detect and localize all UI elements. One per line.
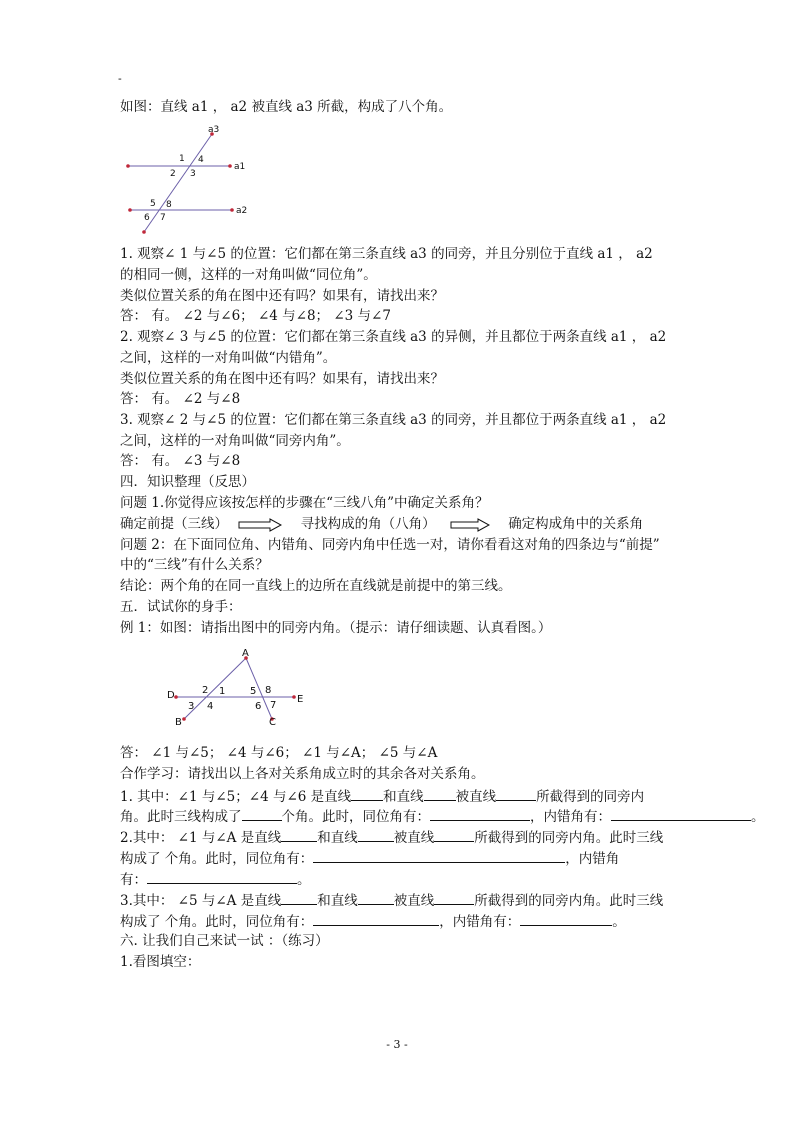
item3-line1 xyxy=(120,890,663,910)
header-mark: - xyxy=(118,72,122,85)
angle-4-label: 4 xyxy=(198,155,204,165)
point-d-label: D xyxy=(167,690,175,701)
item2-line3 xyxy=(120,869,311,889)
label-a1: a1 xyxy=(234,162,246,172)
label-a2: a2 xyxy=(236,206,248,216)
angle-8-label: 8 xyxy=(166,200,172,210)
label-a3: a3 xyxy=(208,125,220,135)
angle-5-label: 5 xyxy=(150,199,156,209)
angle-6-label: 6 xyxy=(144,213,150,223)
s5-title: 五．试试你的身手： xyxy=(120,599,242,615)
step-1-text: 确定前提（三线） xyxy=(120,516,228,532)
angle-7-label: 7 xyxy=(160,213,166,223)
s2-line2: 之间，这样的一对角叫做“内错角”。 xyxy=(120,350,337,366)
right-arrow-icon xyxy=(450,518,490,532)
item2-text-f: ，内错角 xyxy=(565,851,620,867)
s1-line2: 的相同一侧，这样的一对角叫做“同位角”。 xyxy=(120,267,377,283)
figure-triangle xyxy=(162,646,322,728)
item1-text-e: 角。此时三线构成了 xyxy=(120,809,242,825)
point-c-label: C xyxy=(269,717,276,728)
blank-field[interactable] xyxy=(358,890,394,905)
s4-title: 四．知识整理（反思） xyxy=(120,474,255,490)
item2-line1 xyxy=(120,827,663,847)
blank-field[interactable] xyxy=(358,827,394,842)
s3-answer: 答： 有。 ∠3 与∠8 xyxy=(120,453,241,469)
blank-field[interactable] xyxy=(351,786,383,801)
s3-line1: 3. 观察∠ 2 与∠5 的位置：它们都在第三条直线 a3 的同旁，并且都位于两条直线 a1 ， a2 xyxy=(120,412,667,428)
page-number: - 3 - xyxy=(386,1038,408,1051)
right-arrow-icon xyxy=(238,518,282,532)
angle-7-label: 7 xyxy=(270,700,277,711)
blank-field[interactable] xyxy=(147,869,297,884)
s4-steps xyxy=(120,515,643,533)
figure-parallel-lines xyxy=(118,122,258,238)
item1-text-a: 1. 其中：∠1 与∠5；∠4 与∠6 是直线 xyxy=(120,789,352,805)
intro-text: 如图：直线 a1 ， a2 被直线 a3 所截，构成了八个角。 xyxy=(120,99,453,115)
s4-question1: 问题 1.你觉得应该按怎样的步骤在“三线八角”中确定关系角？ xyxy=(120,495,489,511)
s5-answer: 答： ∠1 与∠5； ∠4 与∠6； ∠1 与∠A； ∠5 与∠A xyxy=(120,745,438,761)
item1-text-g: ，内错角有： xyxy=(530,809,611,825)
angle-3-label: 3 xyxy=(190,169,196,179)
step-3-text: 确定构成角中的关系角 xyxy=(508,516,644,532)
blank-field[interactable] xyxy=(434,827,474,842)
blank-field[interactable] xyxy=(434,890,474,905)
s2-question: 类似位置关系的角在图中还有吗？如果有，请找出来？ xyxy=(120,371,444,387)
s5-cooperation: 合作学习：请找出以上各对关系角成立时的其余各对关系角。 xyxy=(120,766,485,782)
s1-line1: 1. 观察∠ 1 与∠5 的位置：它们都在第三条直线 a3 的同旁，并且分别位于直线 a1 ， a2 xyxy=(120,246,653,262)
point-a-label: A xyxy=(242,648,249,659)
item2-text-a: 2.其中： ∠1 与∠A 是直线 xyxy=(120,830,282,846)
item1-text-b: 和直线 xyxy=(383,789,424,805)
blank-field[interactable] xyxy=(313,911,439,926)
point-e-label: E xyxy=(297,694,304,705)
s4-conclusion: 结论：两个角的在同一直线上的边所在直线就是前提中的第三线。 xyxy=(120,578,512,594)
s5-example: 例 1：如图：请指出图中的同旁内角。（提示：请仔细读题、认真看图。） xyxy=(120,620,552,636)
item3-text-d: 所截得到的同旁内角。此时三线 xyxy=(474,893,664,909)
item1-line2 xyxy=(120,806,765,826)
item3-text-c: 被直线 xyxy=(393,893,435,909)
item1-line1 xyxy=(120,786,644,806)
item3-text-a: 3.其中： ∠5 与∠A 是直线 xyxy=(120,893,282,909)
item3-text-e: 构成了 个角。此时，同位角有： xyxy=(120,914,314,930)
item2-text-e: 构成了 个角。此时，同位角有： xyxy=(120,851,314,867)
angle-1-label: 1 xyxy=(179,154,185,164)
item2-text-b: 和直线 xyxy=(317,830,358,846)
item3-text-b: 和直线 xyxy=(317,893,358,909)
s3-line2: 之间，这样的一对角叫做“同旁内角”。 xyxy=(120,433,350,449)
s4-question2-line2: 中的“三线”有什么关系？ xyxy=(120,557,269,573)
line-a3 xyxy=(144,134,212,232)
angle-6-label: 6 xyxy=(255,701,262,712)
item1-text-f: 个角。此时，同位角有： xyxy=(281,809,430,825)
blank-field[interactable] xyxy=(313,848,565,863)
s4-question2-line1: 问题 2：在下面同位角、内错角、同旁内角中任选一对，请你看看这对角的四条边与“前提” xyxy=(120,537,660,553)
s2-answer: 答： 有。 ∠2 与∠8 xyxy=(120,391,241,407)
blank-field[interactable] xyxy=(496,786,536,801)
item2-text-h: 。 xyxy=(297,872,311,888)
blank-field[interactable] xyxy=(611,806,751,821)
item3-text-f: ，内错角有： xyxy=(439,914,521,930)
angle-8-label: 8 xyxy=(265,685,272,696)
item1-text-h: 。 xyxy=(751,809,765,825)
angle-2-label: 2 xyxy=(170,169,176,179)
item1-text-c: 被直线 xyxy=(455,789,497,805)
item2-text-c: 被直线 xyxy=(393,830,435,846)
item2-line2 xyxy=(120,848,619,868)
item3-line2 xyxy=(120,911,626,931)
angle-3-label: 3 xyxy=(188,701,195,712)
s6-title: 六. 让我们自己来试一试 ：（练习） xyxy=(120,933,329,949)
blank-field[interactable] xyxy=(430,806,530,821)
blank-field[interactable] xyxy=(520,911,612,926)
s1-answer: 答： 有。 ∠2 与∠6； ∠4 与∠8； ∠3 与∠7 xyxy=(120,308,391,324)
blank-field[interactable] xyxy=(281,827,317,842)
angle-1-label: 1 xyxy=(219,686,226,697)
angle-4-label: 4 xyxy=(207,701,214,712)
item3-text-g: 。 xyxy=(612,914,626,930)
item2-text-d: 所截得到的同旁内角。此时三线 xyxy=(474,830,664,846)
item2-text-g: 有： xyxy=(120,872,147,888)
angle-5-label: 5 xyxy=(250,686,257,697)
item1-text-d: 所截得到的同旁内 xyxy=(536,789,645,805)
s1-question: 类似位置关系的角在图中还有吗？如果有，请找出来？ xyxy=(120,288,444,304)
blank-field[interactable] xyxy=(242,806,282,821)
s2-line1: 2. 观察∠ 3 与∠5 的位置：它们都在第三条直线 a3 的异侧，并且都位于两条直线 a1 ， a2 xyxy=(120,329,667,345)
point-b-label: B xyxy=(175,717,182,728)
step-2-text: 寻找构成的角（八角） xyxy=(300,516,436,532)
blank-field[interactable] xyxy=(281,890,317,905)
angle-2-label: 2 xyxy=(202,685,209,696)
s6-problem1: 1.看图填空： xyxy=(120,954,201,970)
blank-field[interactable] xyxy=(424,786,456,801)
